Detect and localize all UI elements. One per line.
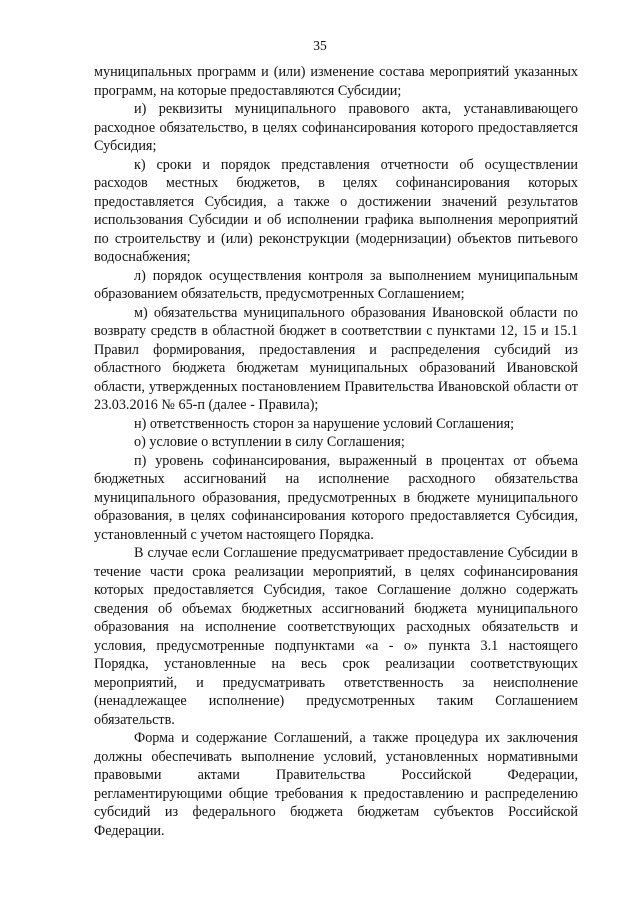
paragraph-item-n: н) ответственность сторон за нарушение условий Соглашения; [134,415,515,432]
paragraph-item-i: и) реквизиты муниципального правового акта, устанавливающего расходное обязательство, в целях софинансирования которого предоставляется Субсидия; [94,101,578,154]
document-body [94,63,578,840]
page-number: 35 [313,38,327,53]
paragraph-case-clause: В случае если Соглашение предусматривает предоставление Субсидии в течение части срока реализации мероприятий, в целях софинансирования которых предоставляется Субсидия, такое Соглашение должно содержать сведения об объемах бюджетных ассигнований бюджета муниципального образования на исполнение соответствующих расходных обязательств и условия, предусмотренные подпунктами «а - о» пункта 3.1 настоящего Порядка, установленные на весь срок реализации соответствующих мероприятий, и предусматривать ответственность за неисполнение (ненадлежащее исполнение) предусмотренных таким Соглашением обязательств. [94,545,578,728]
paragraph-item-m: м) обязательства муниципального образования Ивановской области по возврату средств в областной бюджет в соответствии с пунктами 12, 15 и 15.1 Правил формирования, предоставления и распределения субсидий из областного бюджета бюджетам муниципальных образований Ивановской области, утвержденных постановлением Правительства Ивановской области от 23.03.2016 № 65-п (далее - Правила); [94,304,578,413]
paragraph-item-o: о) условие о вступлении в силу Соглашения; [134,434,405,450]
paragraph-item-k: к) сроки и порядок представления отчетности об осуществлении расходов местных бюджетов, в целях софинансирования которых предоставляется Субсидия, а также о достижении значений результатов использования Субсидии и об исполнении графика выполнения мероприятий по строительству и (или) реконструкции (модернизации) объектов питьевого водоснабжения; [94,156,578,265]
paragraph-continuation: муниципальных программ и (или) изменение состава мероприятий указанных программ, на которые предоставляются Субсидии; [94,64,578,99]
paragraph-form-clause: Форма и содержание Соглашений, а также процедура их заключения должны обеспечивать выполнение условий, установленных нормативными правовыми актами Правительства Российской Федерации, регламентирующими общие требования к предоставлению и распределению субсидий из федерального бюджета бюджетам субъектов Российской Федерации. [94,730,578,839]
paragraph-item-l: л) порядок осуществления контроля за выполнением муниципальным образованием обязательств, предусмотренных Соглашением; [94,267,578,302]
paragraph-item-p: п) уровень софинансирования, выраженный в процентах от объема бюджетных ассигнований на исполнение расходного обязательства муниципального образования, предусмотренных в бюджете муниципального образования, в целях софинансирования которого предоставляется Субсидия, установленный с учетом настоящего Порядка. [94,452,578,543]
